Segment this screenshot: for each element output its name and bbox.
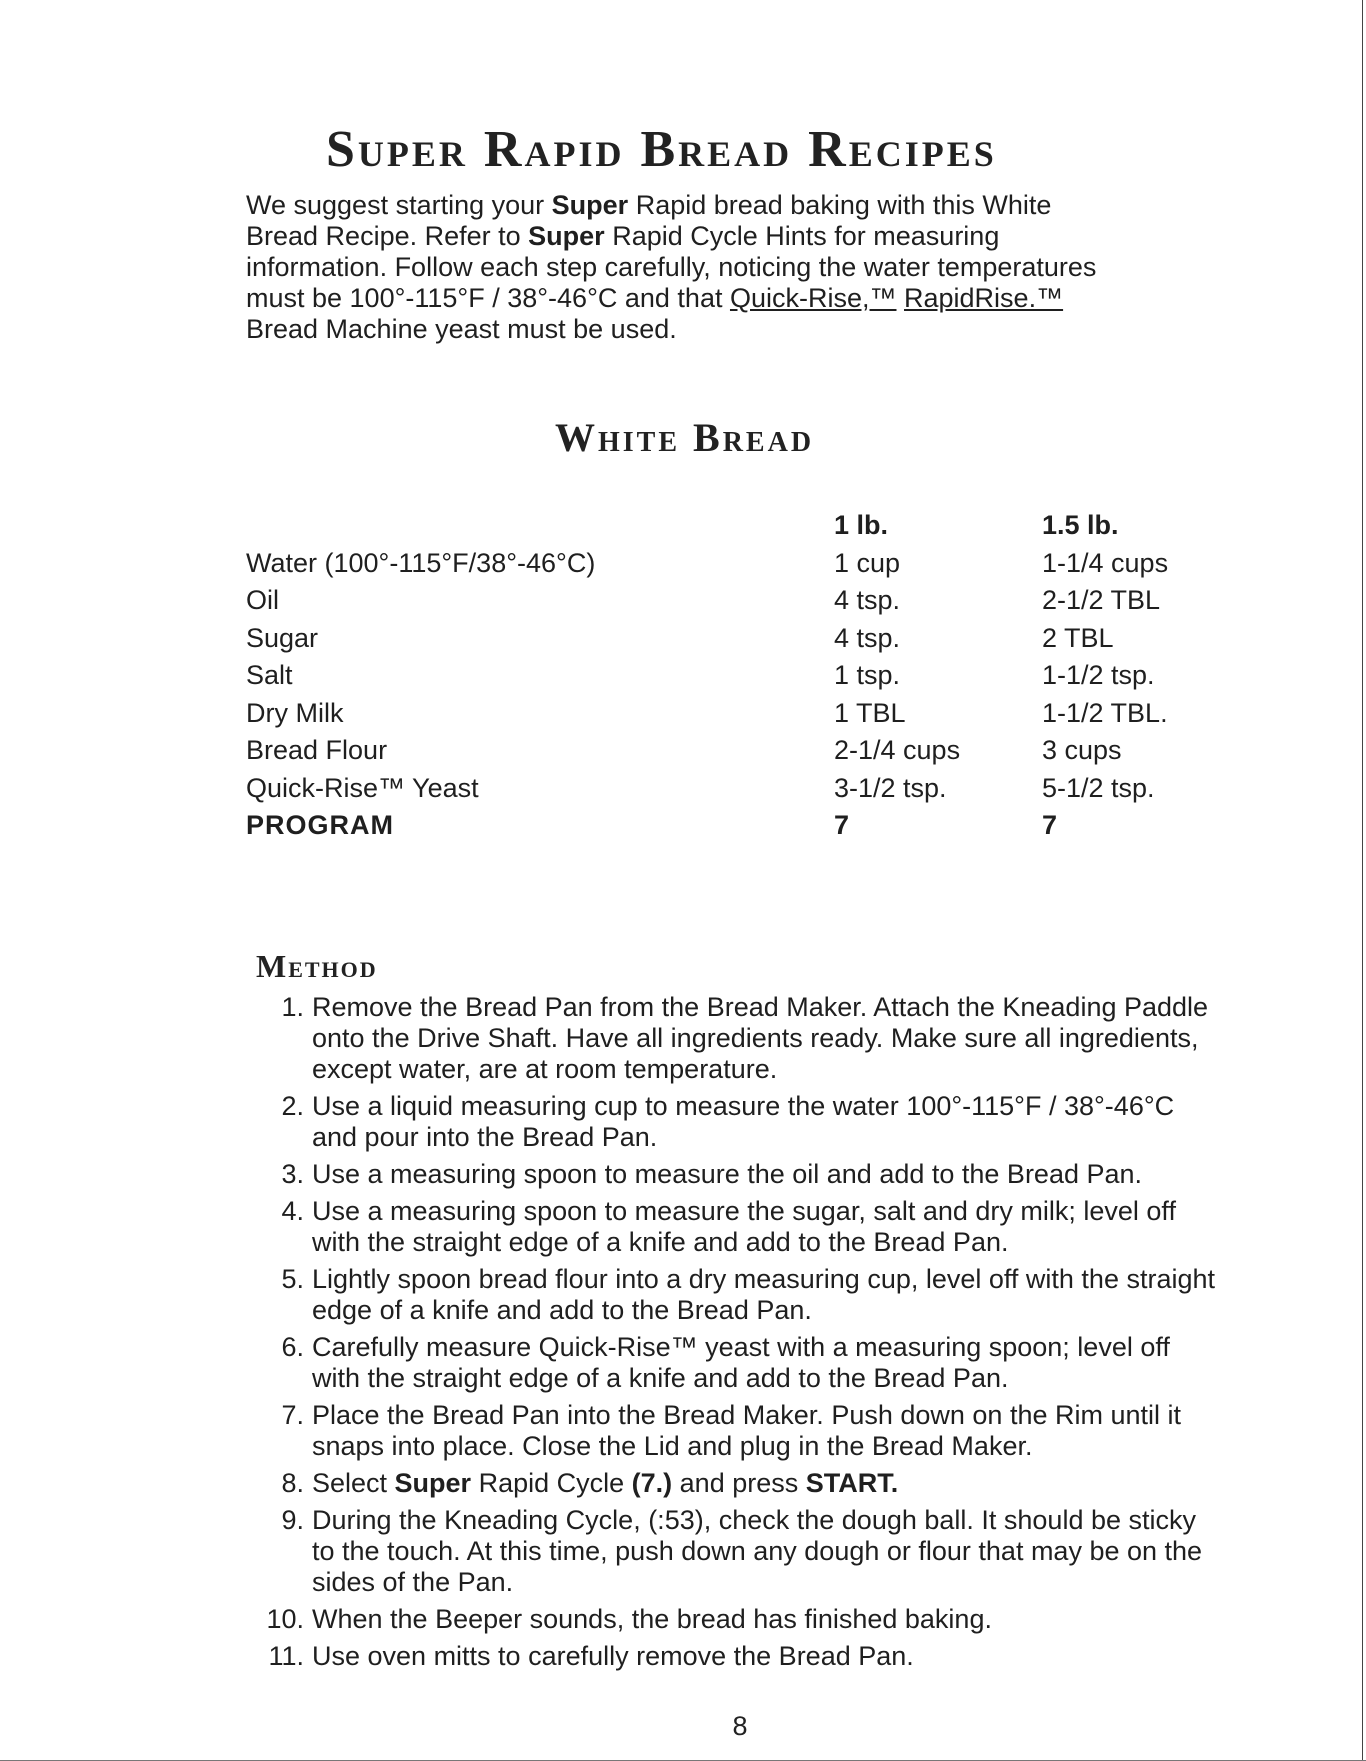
amount-1lb: 1 cup: [834, 547, 901, 578]
amount-1-5lb: 2 TBL: [1042, 622, 1114, 653]
page-number: 8: [732, 1711, 748, 1741]
step-number: 11.: [268, 1641, 304, 1671]
method-step: [256, 1505, 1216, 1598]
program-label: PROGRAM: [246, 810, 394, 840]
step-text: Carefully measure Quick-Rise™ yeast with a measuring spoon; level off with the straight edge of a knife and add to the Bread Pan.: [312, 1332, 1170, 1393]
ingredient-row: [246, 735, 1206, 773]
step-number: 9.: [281, 1505, 304, 1535]
intro-super: Super: [551, 190, 629, 220]
ingredient-name: Oil: [246, 585, 279, 615]
header-1lb: 1 lb.: [834, 510, 889, 540]
step-text-part: Rapid Cycle: [471, 1468, 632, 1498]
amount-1lb: 1 TBL: [834, 697, 906, 728]
step-text-part: Select: [312, 1468, 395, 1498]
method-heading: Method: [256, 948, 378, 984]
step-number: 4.: [281, 1196, 304, 1226]
intro-text: Bread Machine yeast must be used.: [246, 314, 677, 344]
amount-1lb: 4 tsp.: [834, 585, 901, 615]
step-text: Use a measuring spoon to measure the sugar, salt and dry milk; level off with the straight edge of a knife and add to the Bread Pan.: [312, 1196, 1176, 1257]
ingredient-name: Water (100°-115°F/38°-46°C): [246, 547, 596, 578]
ingredient-table-header: [246, 510, 1206, 548]
step-text: Place the Bread Pan into the Bread Maker. Push down on the Rim until it snaps into place. Close the Lid and plug in the Bread Maker.: [312, 1400, 1181, 1461]
amount-1-5lb: 2-1/2 TBL: [1042, 585, 1161, 615]
ingredient-row: [246, 773, 1206, 811]
step-super: Super: [394, 1468, 472, 1498]
method-step: [256, 1091, 1216, 1153]
amount-1lb: 1 tsp.: [834, 660, 901, 690]
ingredient-name: Quick-Rise™ Yeast: [246, 772, 479, 803]
step-text: Use oven mitts to carefully remove the Bread Pan.: [312, 1641, 914, 1671]
brand-quick-rise: Quick-Rise,™: [729, 283, 897, 313]
ingredient-name: Salt: [246, 660, 293, 690]
program-1-5lb: 7: [1042, 810, 1058, 840]
step-number: 2.: [281, 1091, 304, 1121]
amount-1lb: 2-1/4 cups: [834, 735, 961, 765]
amount-1-5lb: 5-1/2 tsp.: [1042, 772, 1155, 803]
method-step: [256, 1264, 1216, 1326]
step-start: START.: [805, 1468, 899, 1498]
step-text: [312, 1468, 898, 1498]
program-row: [246, 810, 1206, 848]
intro-text: [897, 283, 905, 313]
step-number: 5.: [281, 1264, 304, 1294]
intro-paragraph: [246, 190, 1126, 345]
step-number: 8.: [281, 1468, 304, 1498]
step-text: When the Beeper sounds, the bread has finished baking.: [312, 1604, 992, 1634]
intro-text: Rapid bread baking with this White Bread Recipe. Refer to: [246, 190, 1052, 251]
method-step: [256, 1468, 1216, 1499]
step-text: Lightly spoon bread flour into a dry measuring cup, level off with the straight edge of a knife and add to the Bread Pan.: [312, 1264, 1216, 1325]
intro-text: We suggest starting your: [246, 190, 552, 220]
amount-1lb: 3-1/2 tsp.: [834, 772, 947, 803]
step-text: Use a liquid measuring cup to measure the water 100°-115°F / 38°-46°C and pour into the Bread Pan.: [312, 1091, 1175, 1152]
amount-1-5lb: 3 cups: [1042, 735, 1122, 765]
method-step: [256, 1604, 1216, 1635]
step-text: Use a measuring spoon to measure the oil and add to the Bread Pan.: [312, 1159, 1143, 1189]
ingredient-table: [246, 510, 1206, 848]
ingredient-row: [246, 548, 1206, 586]
ingredient-row: [246, 623, 1206, 661]
method-step: [256, 1400, 1216, 1462]
step-number: 6.: [281, 1332, 304, 1362]
step-text: Remove the Bread Pan from the Bread Maker. Attach the Kneading Paddle onto the Drive Shaft. Have all ingredients ready. Make sure all ingredients, except water, are at room temperature.: [312, 992, 1209, 1084]
brand-rapid-rise: RapidRise.™: [904, 283, 1064, 313]
method-step: [256, 992, 1216, 1085]
ingredient-name: Bread Flour: [246, 735, 388, 765]
amount-1-5lb: 1-1/2 tsp.: [1042, 660, 1155, 690]
page-title: Super Rapid Bread Recipes: [326, 121, 997, 178]
page-edge-line: [1362, 0, 1363, 1761]
step-number: 7.: [281, 1400, 304, 1430]
intro-super: Super: [528, 221, 605, 251]
step-text-part: and press: [672, 1468, 806, 1498]
amount-1-5lb: 1-1/2 TBL.: [1042, 697, 1168, 728]
method-step: [256, 1159, 1216, 1190]
recipe-title: White Bread: [555, 415, 815, 460]
ingredient-row: [246, 585, 1206, 623]
amount-1lb: 4 tsp.: [834, 622, 901, 653]
step-number: 10.: [266, 1604, 304, 1634]
step-cycle-number: (7.): [631, 1468, 673, 1498]
ingredient-row: [246, 698, 1206, 736]
program-1lb: 7: [834, 810, 850, 840]
method-step: [256, 1196, 1216, 1258]
step-text: During the Kneading Cycle, (:53), check the dough ball. It should be sticky to the touch. At this time, push down any dough or flour that may be on the sides of the Pan.: [312, 1505, 1203, 1597]
header-1-5lb: 1.5 lb.: [1042, 510, 1119, 540]
ingredient-row: [246, 660, 1206, 698]
step-number: 1.: [281, 992, 304, 1022]
method-step: [256, 1332, 1216, 1394]
amount-1-5lb: 1-1/4 cups: [1042, 547, 1169, 578]
step-number: 3.: [281, 1159, 304, 1189]
method-step: [256, 1641, 1216, 1672]
ingredient-name: Sugar: [246, 622, 319, 653]
method-steps: [256, 992, 1216, 1678]
intro-text: Rapid Cycle Hints for measuring information. Follow each step carefully, noticing the water temperatures must be 100°-115°F / 38°-46°C and that: [246, 221, 1097, 313]
ingredient-name: Dry Milk: [246, 697, 344, 728]
